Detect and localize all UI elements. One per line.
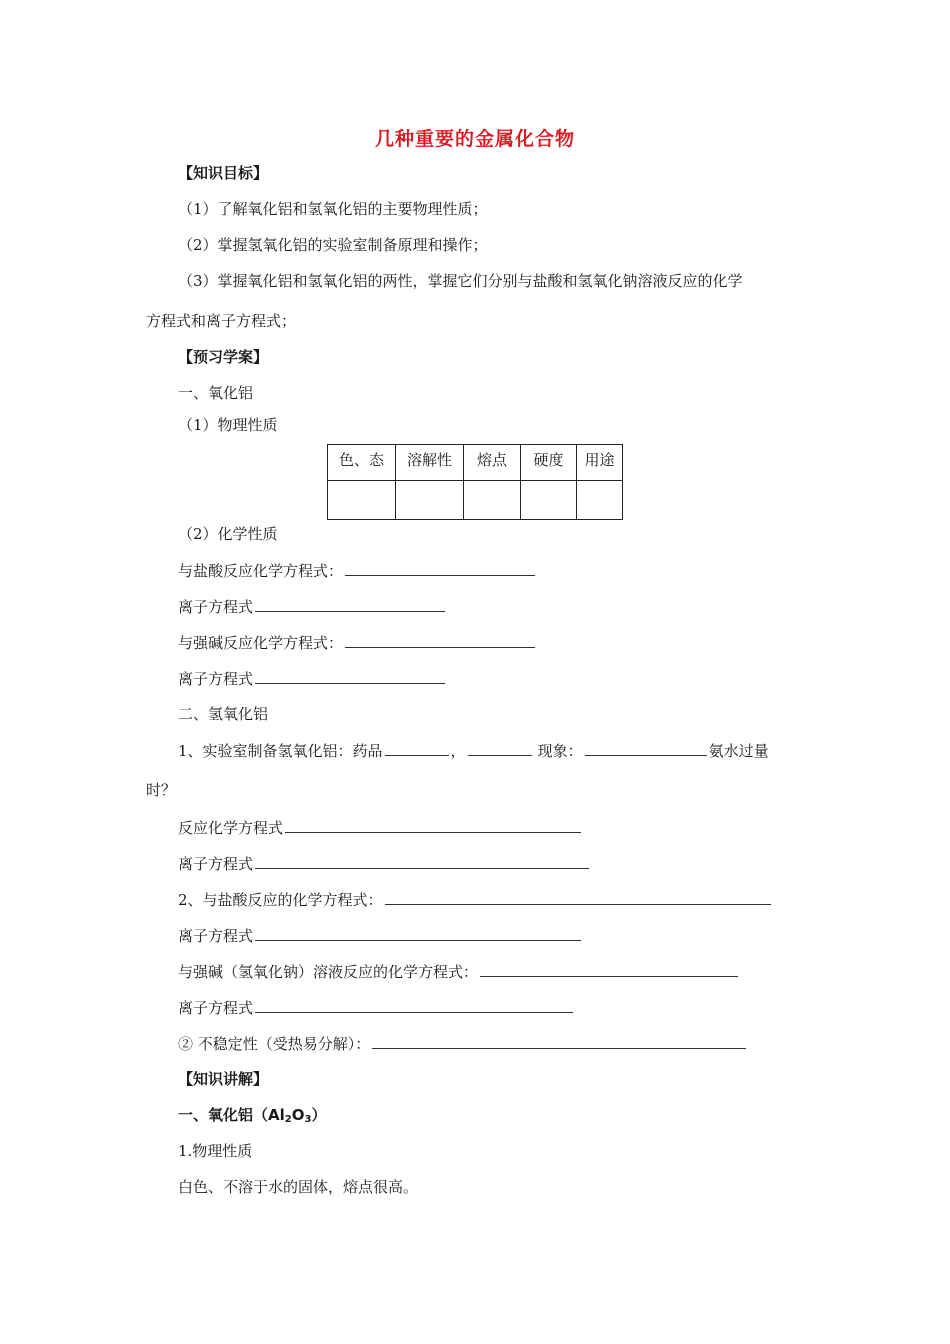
table-header-row bbox=[328, 445, 623, 481]
hcl-equation2-label: 2、与盐酸反应的化学方程式： bbox=[178, 891, 383, 909]
table-header-cell: 硬度 bbox=[521, 445, 577, 481]
ionic-equation-line bbox=[178, 924, 583, 947]
explain-heading-text: O bbox=[291, 1106, 305, 1124]
ionic-equation-line bbox=[178, 595, 447, 618]
section-goals-heading: 【知识目标】 bbox=[178, 164, 269, 182]
reaction-equation-line bbox=[178, 816, 583, 839]
explain-alumina-heading bbox=[178, 1104, 326, 1131]
unstable-line bbox=[178, 1032, 748, 1055]
page-title: 几种重要的金属化合物 bbox=[374, 128, 575, 150]
answer-blank[interactable] bbox=[480, 960, 738, 977]
table-cell[interactable] bbox=[396, 481, 464, 520]
hcl-equation-label: 与盐酸反应化学方程式： bbox=[178, 562, 344, 580]
goal-2: （2）掌握氢氧化铝的实验室制备原理和操作； bbox=[178, 236, 488, 254]
table-header-cell: 溶解性 bbox=[396, 445, 464, 481]
ionic-equation-line bbox=[178, 996, 575, 1019]
ionic-equation-label: 离子方程式 bbox=[178, 855, 254, 873]
answer-blank[interactable] bbox=[255, 852, 589, 869]
table-cell[interactable] bbox=[328, 481, 396, 520]
ionic-equation-label: 离子方程式 bbox=[178, 927, 254, 945]
part2-heading: 二、氢氧化铝 bbox=[178, 705, 269, 723]
goal-3-continued: 方程式和离子方程式； bbox=[146, 312, 297, 330]
table-cell[interactable] bbox=[577, 481, 623, 520]
ionic-equation-line bbox=[178, 852, 591, 875]
answer-blank[interactable] bbox=[372, 1032, 746, 1049]
answer-blank[interactable] bbox=[255, 667, 445, 684]
reaction-equation-label: 反应化学方程式 bbox=[178, 819, 284, 837]
phenomenon-label: 现象： bbox=[537, 742, 583, 760]
answer-blank[interactable] bbox=[385, 739, 449, 756]
goal-3: （3）掌握氧化铝和氢氧化铝的两性，掌握它们分别与盐酸和氢氧化钠溶液反应的化学 bbox=[178, 272, 743, 290]
ionic-equation-label: 离子方程式 bbox=[178, 598, 254, 616]
section-preview-heading: 【预习学案】 bbox=[178, 348, 269, 366]
ionic-equation-line bbox=[178, 667, 447, 690]
explain-physical-text: 白色、不溶于水的固体，熔点很高。 bbox=[178, 1178, 419, 1196]
naoh-equation-line bbox=[178, 960, 740, 983]
ionic-equation-label: 离子方程式 bbox=[178, 670, 254, 688]
table-header-cell: 色、态 bbox=[328, 445, 396, 481]
answer-blank[interactable] bbox=[255, 595, 445, 612]
answer-blank[interactable] bbox=[385, 888, 771, 905]
part1-heading: 一、氧化铝 bbox=[178, 384, 254, 402]
table-row bbox=[328, 481, 623, 520]
excess-ammonia-label: 氨水过量 bbox=[708, 742, 769, 760]
naoh-equation-label: 与强碱（氢氧化钠）溶液反应的化学方程式： bbox=[178, 963, 479, 981]
answer-blank[interactable] bbox=[345, 559, 535, 576]
subscript: 2 bbox=[284, 1114, 292, 1125]
hcl-equation2-line bbox=[178, 888, 773, 911]
explain-physical-label: 1.物理性质 bbox=[178, 1142, 253, 1160]
unstable-label: ② 不稳定性（受热易分解）： bbox=[178, 1035, 371, 1053]
answer-blank[interactable] bbox=[285, 816, 581, 833]
answer-blank[interactable] bbox=[468, 739, 532, 756]
preparation-line bbox=[178, 739, 769, 762]
part1-chemical-label: （2）化学性质 bbox=[178, 525, 278, 543]
explain-heading-text: ） bbox=[311, 1106, 327, 1124]
hcl-equation-line bbox=[178, 559, 537, 582]
table-cell[interactable] bbox=[521, 481, 577, 520]
table-cell[interactable] bbox=[464, 481, 521, 520]
answer-blank[interactable] bbox=[345, 631, 535, 648]
base-equation-line bbox=[178, 631, 537, 654]
answer-blank[interactable] bbox=[255, 996, 573, 1013]
subscript: 3 bbox=[304, 1114, 312, 1125]
preparation-label: 1、实验室制备氢氧化铝：药品 bbox=[178, 742, 383, 760]
preparation-line-continued: 时？ bbox=[146, 781, 177, 799]
answer-blank[interactable] bbox=[255, 924, 581, 941]
comma: ， bbox=[450, 742, 466, 760]
explain-heading-text: 一、氧化铝（Al bbox=[178, 1106, 285, 1124]
base-equation-label: 与强碱反应化学方程式： bbox=[178, 634, 344, 652]
table-header-cell: 用途 bbox=[577, 445, 623, 481]
part1-physical-label: （1）物理性质 bbox=[178, 416, 278, 434]
properties-table bbox=[327, 444, 623, 520]
goal-1: （1）了解氧化铝和氢氧化铝的主要物理性质； bbox=[178, 200, 488, 218]
answer-blank[interactable] bbox=[585, 739, 707, 756]
ionic-equation-label: 离子方程式 bbox=[178, 999, 254, 1017]
section-explain-heading: 【知识讲解】 bbox=[178, 1070, 269, 1088]
table-header-cell: 熔点 bbox=[464, 445, 521, 481]
